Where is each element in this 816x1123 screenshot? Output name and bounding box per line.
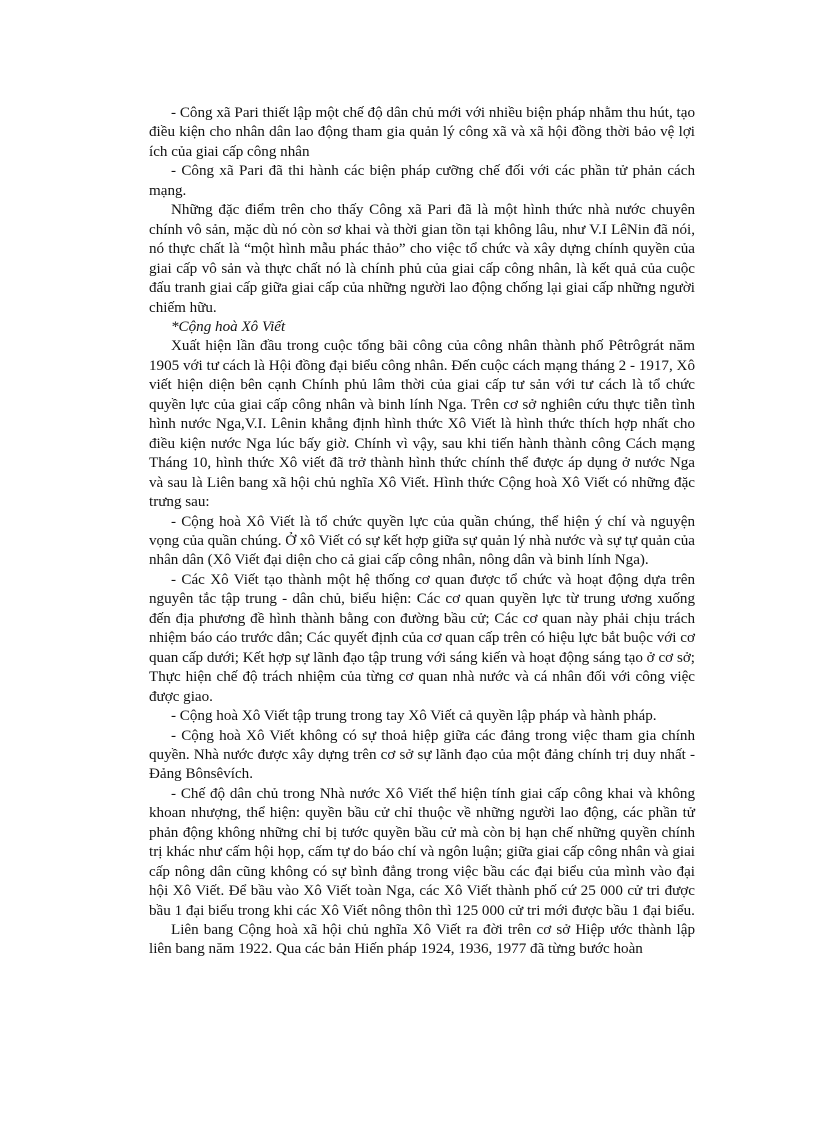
paragraph-paris-summary: Những đặc điểm trên cho thấy Công xã Pari đã là một hình thức nhà nước chuyên chính vô sản, mặc dù nó còn sơ khai và thời gian tồn tại không lâu, như V.I LêNin đã nói, nó thực chất là “một hình mẫu phác thảo” cho việc tổ chức và xây dựng chính quyền của giai cấp vô sản và thực chất nó là chính phủ của giai cấp công nhân, là kết quả của cuộc đấu tranh giai cấp giữa giai cấp của những người lao động chống lại giai cấp những người chiếm hữu. <box>149 202 695 316</box>
section-heading-soviet-republic: *Cộng hoà Xô Viết <box>171 318 286 335</box>
document-page <box>149 104 695 960</box>
paragraph-paris-coercion: - Công xã Pari đã thi hành các biện pháp cưỡng chế đối với các phần tử phản cách mạng. <box>149 163 695 199</box>
paragraph-soviet-system: - Các Xô Viết tạo thành một hệ thống cơ quan được tổ chức và hoạt động dựa trên nguyên tắc tập trung - dân chủ, biểu hiện: Các cơ quan quyền lực từ trung ương xuống đến địa phương đề hình thành bằng con đường bầu cử; Các cơ quan này phải chịu trách nhiệm báo cáo trước dân; Các quyết định của cơ quan cấp trên có hiệu lực bắt buộc với cơ quan cấp dưới; Kết hợp sự lãnh đạo tập trung với sáng kiến và hoạt động sáng tạo ở cơ sở; Thực hiện chế độ trách nhiệm của từng cơ quan nhà nước và cá nhân đối với công việc được giao. <box>149 571 695 705</box>
paragraph-soviet-single-party: - Cộng hoà Xô Viết không có sự thoả hiệp giữa các đảng trong việc tham gia chính quyền. Nhà nước được xây dựng trên cơ sở sự lãnh đạo của một đảng chính trị duy nhất - Đảng Bônsêvích. <box>149 727 695 783</box>
paragraph-soviet-democracy: - Chế độ dân chủ trong Nhà nước Xô Viết thể hiện tính giai cấp công khai và không khoan nhượng, thể hiện: quyền bầu cử chỉ thuộc về những người lao động, các phần tử phản động không những chỉ bị tước quyền bầu cử mà còn bị hạn chế những quyền chính trị khác như cấm hội họp, cấm tự do báo chí và ngôn luận; giữa giai cấp công nhân và giai cấp nông dân cũng không có sự bình đẳng trong việc bầu các đại biểu của mình vào đại hội Xô Viết. Để bầu vào Xô Viết toàn Nga, các Xô Viết thành phố cứ 25 000 cử tri được bầu 1 đại biểu trong khi các Xô Viết nông thôn thì 125 000 cử tri mới được bầu 1 đại biểu. <box>149 785 695 919</box>
paragraph-soviet-power-of-masses: - Cộng hoà Xô Viết là tổ chức quyền lực của quần chúng, thể hiện ý chí và nguyện vọng của quần chúng. Ở xô Viết có sự kết hợp giữa sự quản lý nhà nước và sự tự quản của nhân dân (Xô Viết đại diện cho cả giai cấp công nhân, nông dân và binh lính Nga). <box>149 513 695 569</box>
paragraph-soviet-origin: Xuất hiện lần đầu trong cuộc tổng bãi công của công nhân thành phố Pêtrôgrát năm 1905 với tư cách là Hội đồng đại biểu công nhân. Đến cuộc cách mạng tháng 2 - 1917, Xô viết hiện diện bên cạnh Chính phủ lâm thời của giai cấp tư sản với tư cách là tổ chức quyền lực của giai cấp công nhân và binh lính Nga. Trên cơ sở nghiên cứu thực tiễn tình hình nước Nga,V.I. Lênin khẳng định hình thức Xô Viết là hình thức thích hợp nhất cho điều kiện nước Nga lúc bấy giờ. Chính vì vậy, sau khi tiến hành thành công Cách mạng Tháng 10, hình thức Xô viết đã trở thành hình thức chính thể được áp dụng ở nước Nga và sau là Liên bang xã hội chủ nghĩa Xô Viết. Hình thức Cộng hoà Xô Viết có những đặc trưng sau: <box>149 338 695 511</box>
paragraph-paris-democracy: - Công xã Pari thiết lập một chế độ dân chủ mới với nhiều biện pháp nhằm thu hút, tạo điều kiện cho nhân dân lao động tham gia quản lý công xã và xã hội đồng thời bảo vệ lợi ích của giai cấp công nhân <box>149 105 695 160</box>
paragraph-ussr-formation: Liên bang Cộng hoà xã hội chủ nghĩa Xô Viết ra đời trên cơ sở Hiệp ước thành lập liên bang năm 1922. Qua các bản Hiến pháp 1924, 1936, 1977 đã từng bước hoàn <box>149 922 695 958</box>
paragraph-soviet-legislative-executive: - Cộng hoà Xô Viết tập trung trong tay Xô Viết cả quyền lập pháp và hành pháp. <box>171 708 657 725</box>
